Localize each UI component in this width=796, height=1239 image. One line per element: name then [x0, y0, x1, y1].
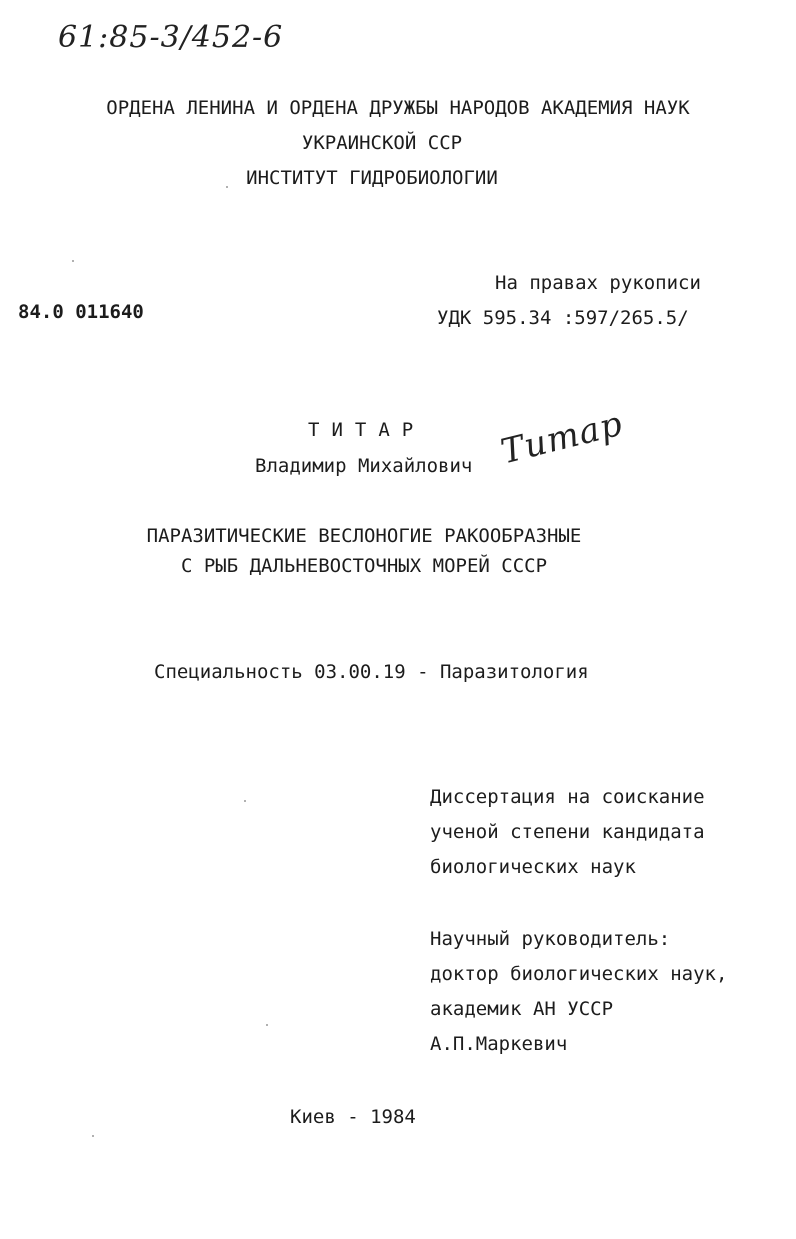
thesis-title-line1: ПАРАЗИТИЧЕСКИЕ ВЕСЛОНОГИЕ РАКООБРАЗНЫЕ — [146, 525, 582, 547]
dissertation-line1: Диссертация на соискание — [430, 786, 705, 808]
scan-speck — [266, 1024, 268, 1026]
scan-speck — [72, 260, 74, 262]
scan-speck — [226, 186, 228, 188]
header-academy: ОРДЕНА ЛЕНИНА И ОРДЕНА ДРУЖБЫ НАРОДОВ АКАДЕМИЯ НАУК — [106, 97, 690, 119]
scan-speck — [92, 1135, 94, 1137]
handwritten-call-number: 61:85-3/452-6 — [58, 20, 284, 55]
rights-notice: На правах рукописи — [495, 272, 701, 294]
supervisor-label: Научный руководитель: — [430, 928, 671, 950]
author-name: Владимир Михайлович — [255, 455, 473, 477]
thesis-title-line2: С РЫБ ДАЛЬНЕВОСТОЧНЫХ МОРЕЙ СССР — [180, 555, 548, 577]
registration-number: 84.0 011640 — [18, 301, 144, 323]
author-signature: Титар — [497, 403, 627, 473]
dissertation-line3: биологических наук — [430, 856, 636, 878]
place-year: Киев - 1984 — [290, 1106, 416, 1128]
supervisor-degree: доктор биологических наук, — [430, 963, 728, 985]
scan-speck — [244, 800, 246, 802]
dissertation-line2: ученой степени кандидата — [430, 821, 705, 843]
header-institute: ИНСТИТУТ ГИДРОБИОЛОГИИ — [246, 167, 498, 189]
supervisor-name: А.П.Маркевич — [430, 1033, 568, 1055]
header-republic: УКРАИНСКОЙ ССР — [301, 132, 463, 154]
author-surname: ТИТАР — [308, 419, 426, 441]
udc-code: УДК 595.34 :597/265.5/ — [437, 307, 689, 329]
supervisor-title: академик АН УССР — [430, 998, 614, 1020]
specialty: Специальность 03.00.19 - Паразитология — [154, 661, 589, 683]
